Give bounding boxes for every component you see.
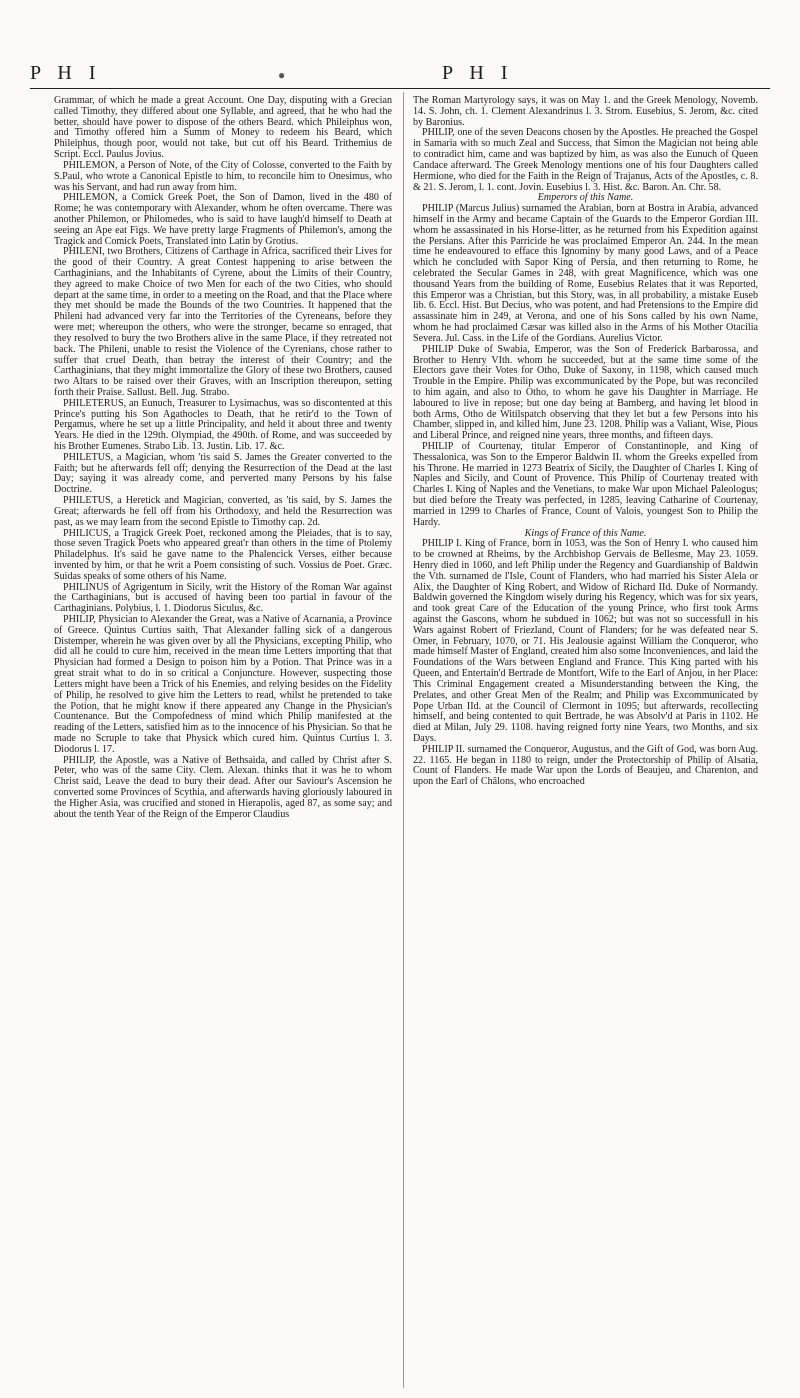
entry-phileni: PHILENI, two Brothers, Citizens of Carthage in Africa, sacrificed their Lives for the good of their Country. A great Contest happening to arise between the Carthaginians, and the Inhabitants of Cyrene, about the Limits of their Country, they agreed to make Choice of two Men for each of the two Cities, who should depart at the same time, in order to a meeting on the Road, and that the Place where they met should be made the Bounds of the two Countries. It happened that the Phileni had advanced very far into the Territories of the Cyreneans, before they were met; whereupon the others, who were the stronger, became so enraged, that they resolved to bury the two Brothers alive in the same Place, if they retreated not back. The Phileni, unable to resist the Violence of the Cyrenians, chose rather to suffer that cruel Death, than betray the interest of their Country; and the Carthaginians, that they might immortalize the Glory of these two Brothers, caused two Altars to be raised over their Graves, with an Inscription thereupon, setting forth their Praise. Sallust. Bell. Jug. Strabo. [54, 246, 392, 398]
entry-philip-i-france: PHILIP I. King of France, born in 1053, was the Son of Henry I. who caused him to be crowned at Rheims, by the Archbishop Gervais de Bellesme, May 23. 1059. Henry died in 1060, and left Philip under the Regency and Guardianship of Baldwin the Vth. surnamed de l'Isle, Count of Flanders, who had married his Sister Alela or Alix, the Daughter of King Robert, and Widow of Richard IId. Duke of Normandy. Baldwin governed the Kingdom wisely during his Regency, which was for six years, and took great Care of the Education of the young Prince, who first took Arms against the Gascons, whom he subdued in 1062; but was not so successfull in his Wars against Robert of Friezland, Count of Flanders; for he was defeated near S. Omer, in February, 1070, or 71. His Jealousie against William the Conqueror, who made himself Master of England, created him also some Inconveniences, and laid the Foundations of the Wars between England and France. This King parted with his Queen, and Entertain'd Bertrade de Montfort, Wife to the Earl of Anjou, in her Place: This Criminal Engagement created a Misunderstanding between the King, the Prelates, and other Great Men of the Realm; and Philip was Excommunicated by Pope Urban IId. at the Council of Clermont in 1095; but afterwards, recollecting himself, and being contented to quit Bertrade, he was Absolv'd at Paris in 1102. He died at Milan, July 29. 1108. having reigned forty nine Years, two Months, and six Days. [413, 538, 758, 744]
entry-apostle-continuation: The Roman Martyrology says, it was on May 1. and the Greek Menology, Novemb. 14. S. John, ch. 1. Clement Alexandrinus l. 3. Strom. Eusebius, S. Jerom, &c. cited by Baronius. [413, 95, 758, 128]
entry-grammar-continuation: Grammar, of which he made a great Account. One Day, disputing with a Grecian called Timothy, they differed about one Syllable, and agreed, that he who had the better, should have power to dispose of the others Beard. which Phileiphus won, and Timothy offered him a Summ of Money to redeem his Beard, which Phileiphus, though poor, would not take, but cut off his Beard. Trithemius de Script. Eccl. Paulus Jovius. [54, 95, 392, 161]
header-right: P H I [442, 62, 514, 84]
ink-dot-mark: ● [278, 68, 286, 82]
entry-philetus-magician: PHILETUS, a Magician, whom 'tis said S. James the Greater converted to the Faith; but he afterwards fell off; denying the Resurrection of the Dead at the last Day; saying it was already come, and perverted many Persons by his false Doctrine. [54, 451, 392, 496]
entry-philemon-poet: PHILEMON, a Comick Greek Poet, the Son of Damon, lived in the 480 of Rome; he was contemporary with Alexander, whom he often overcame. There was another Philemon, or Philomedes, who is said to have laugh'd himself to Death at seeing an Ape eat Figs. We have pretty large Fragments of Philemon's, among the Tragick and Comick Poets, Translated into Latin by Grotius. [54, 192, 392, 247]
entry-philicus: PHILICUS, a Tragick Greek Poet, reckoned among the Pleiades, that is to say, those seven Tragick Poets who appeared great'r than others in the time of Ptolemy Philadelphus. It's said he gave name to the Phalencick Verses, either because invented by him, or that he writ a Poem consisting of such. Vossius de Poet. Græc. Suidas speaks of some others of his Name. [54, 527, 392, 582]
entry-philetaerus: PHILETERUS, an Eunuch, Treasurer to Lysimachus, was so discontented at this Prince's putting his Son Agathocles to Death, that he retir'd to the Town of Pergamus, where he set up a little Principality, and held it about three and twenty Years. He died in the 129th. Olympiad, the 490th. of Rome, and was succeeded by his Brother Eumenes. Strabo Lib. 13. Justin. Lib. 17. &c. [54, 397, 392, 452]
entry-philip-apostle: PHILIP, the Apostle, was a Native of Bethsaida, and called by Christ after S. Peter, who was of the same City. Clem. Alexan. thinks that it was he to whom Christ said, Leave the dead to bury their dead. After our Saviour's Ascension he converted some Provinces of Scythia, and afterwards having gloriously laboured in the Higher Asia, was crucified and stoned in Hierapolis, aged 87, as some say; and about the tenth Year of the Reign of the Emperor Claudius [54, 754, 392, 820]
entry-philip-swabia: PHILIP Duke of Swabia, Emperor, was the Son of Frederick Barbarossa, and Brother to Henry VIth. whom he succeeded, but at the same time some of the Electors gave their Votes for Otho, Duke of Saxony, in 1198, which caused much Trouble in the Empire. Philip was excommunicated by the Pope, but was reconciled to him again, and also to Otho, to whom he gave his Daughter in Marriage. He laboured to live in repose; but one day being at Bamberg, and having let blood in both Arms, Otho de Witilspatch observing that they let but a few Persons into his Chamber, slipped in, and killed him, June 23. 1208. Philip was a Valiant, Wise, Pious and Liberal Prince, and reigned nine years, three months, and fifteen days. [413, 343, 758, 442]
header-left: P H I [30, 62, 102, 84]
entry-philemon-colosse: PHILEMON, a Person of Note, of the City of Colosse, converted to the Faith by S.Paul, who wrote a Canonical Epistle to him, to reconcile him to Onesimus, who was his Servant, and had run away from him. [54, 159, 392, 193]
entry-philetus-heretick: PHILETUS, a Heretick and Magician, converted, as 'tis said, by S. James the Great; afterwards he fell off from his Orthodoxy, and held the Resurrection was past, as we may learn from the second Epistle to Timothy cap. 2d. [54, 495, 392, 528]
entry-philip-arabian: PHILIP (Marcus Julius) surnamed the Arabian, born at Bostra in Arabia, advanced himself in the Army and became Captain of the Guards to the Emperor Gordian III. whom he assassinated in his Horse-litter, as he returned from his Expedition against the Persians. After this Parricide he was proclaimed Emperor An. 244. In the mean time he endeavoured to efface this Ignominy by many good Laws, and of a Peace which he concluded with Sapor King of Persia, and then returning to Rome, he celebrated the Secular Games in 248, with great Magnificence, which was one thousand Years from the building of Rome, Eusebius Relates that it was Reported, this Emperor was a Christian, but this Story, was, in all probability, a mistake Euseb lib. 6. Eccl. Hist. But Decius, who was potent, and had Pretensions to the Empire did assassinate him in 249, at Verona, and one of his Sons called by his own Name, whom he had proclaimed Cæsar was killed also in the Arms of his Mother Otacilia Severa. Jul. Cass. in the Life of the Gordians. Aurelius Victor. [413, 203, 758, 344]
left-column [54, 96, 392, 820]
entry-philip-ii-france: PHILIP II. surnamed the Conqueror, Augustus, and the Gift of God, was born Aug. 22. 1165. He began in 1180 to reign, under the Protectorship of Philip of Alsatia, Count of Flanders. He made War upon the Lords of Beaujeu, and Charenton, and upon the Earl of Châlons, who encroached [413, 743, 758, 788]
running-header [30, 62, 770, 88]
entry-philip-courtenay: PHILIP of Courtenay, titular Emperor of Constantinople, and King of Thessalonica, was Son to the Emperor Baldwin II. whom the Greeks expelled from his Throne. He married in 1273 Beatrix of Sicily, the Daughter of Charles I. King of Naples and Sicily, and Count of Provence. This Philip of Courtenay treated with Charles I. King of Naples and the Venetians, to make War upon Michael Paleologus; but died before the Treaty was perfected, in 1285, leaving Catharine of Courtenay, married in 1299 to Charles of France, Count of Valois, youngest Son to Philip the Hardy. [413, 441, 758, 528]
column-divider [403, 92, 404, 1388]
entry-philinus: PHILINUS of Agrigentum in Sicily, writ the History of the Roman War against the Carthaginians, but is accused of having been too partial in favour of the Carthaginians. Polybius, l. 1. Diodorus Siculus, &c. [54, 581, 392, 615]
entry-philip-deacon: PHILIP, one of the seven Deacons chosen by the Apostles. He preached the Gospel in Samaria with so much Zeal and Success, that Simon the Magician not being able to contradict him, came and was baptized by him, as was also the Eunuch of Queen Candace afterward. The Greek Menology mentions one of his four Daughters called Hermione, who died for the Faith in the Reign of Trajanus, Acts of the Apostles, c. 8. & 21. S. Jerom, l. 1. cont. Jovin. Eusebius l. 3. Hist. &c. Baron. An. Chr. 58. [413, 127, 758, 193]
entry-philip-physician: PHILIP, Physician to Alexander the Great, was a Native of Acarnania, a Province of Greece. Quintus Curtius saith, That Alexander falling sick of a dangerous Distemper, wherein he was given over by all the Physicians, excepting Philip, who did all he could to cure him, received in the mean time Letters importing that that Physician had formed a Design to poison him by a Potion. That Prince was in a great strait what to do in so critical a Conjuncture. However, suspecting those Letters might have been a Trick of his Enemies, and relying besides on the Fidelity of Philip, he resolved to give him the Letters to read, whilst he pretended to take the Potion, that he might know if there appeared any Change in the Physician's Countenance. But the Compofedness of mind which Philip manifested at the reading of the Letters, satisfied him as to the innocence of his Physician. So that he made no Scruple to take that Physick which cured him. Quintus Curtius l. 3. Diodorus l. 17. [54, 614, 392, 755]
section-title-kings: Kings of France of this Name. [524, 527, 647, 539]
section-title-emperors: Emperors of this Name. [537, 192, 634, 204]
right-column [413, 96, 758, 788]
header-rule [30, 88, 770, 89]
